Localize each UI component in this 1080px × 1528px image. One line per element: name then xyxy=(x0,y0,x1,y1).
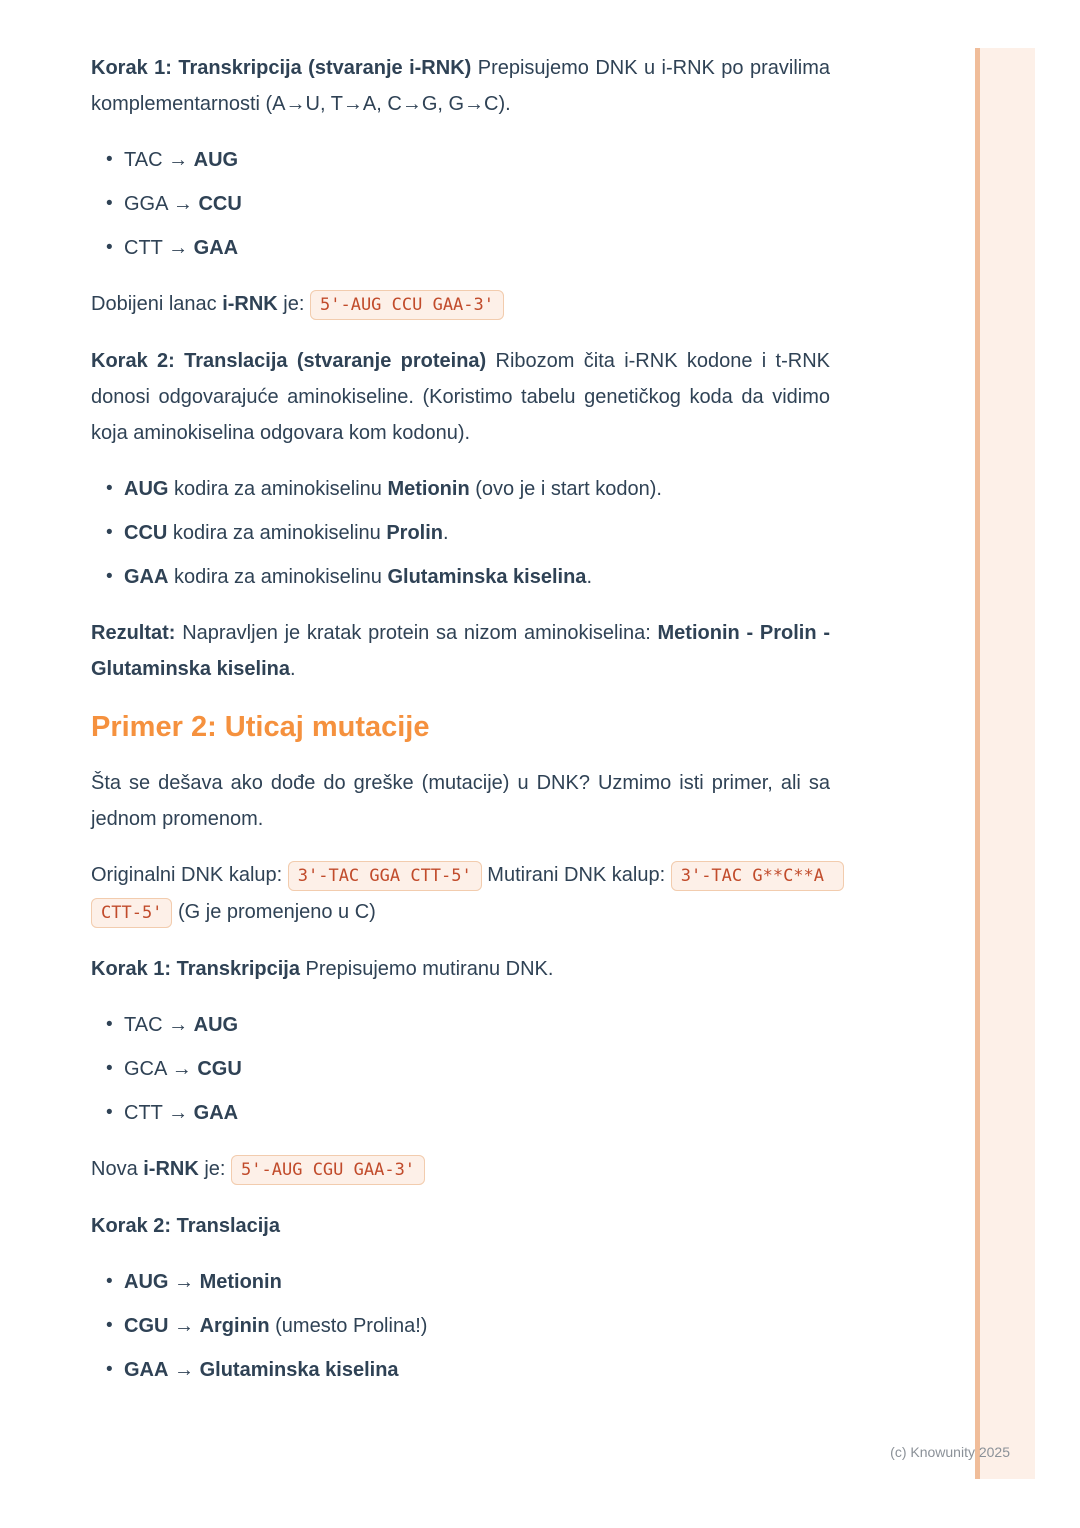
bullet-list xyxy=(91,1007,830,1131)
text-run: TAC → xyxy=(124,149,194,171)
bold-text: Glutaminska kiselina xyxy=(387,566,587,588)
text-run: TAC → xyxy=(124,1014,194,1036)
bold-text: Prolin xyxy=(386,522,444,544)
text-run: (G je promenjeno u C) xyxy=(172,901,376,923)
text-run: . xyxy=(586,566,592,588)
bold-text: AUG xyxy=(124,478,169,500)
text-run: (umesto Prolina!) xyxy=(269,1315,428,1337)
paragraph xyxy=(91,765,830,837)
text-run: Nova xyxy=(91,1158,144,1180)
bullet-list xyxy=(91,1264,830,1388)
text-run: CTT → xyxy=(124,1102,194,1124)
bold-text: AUG xyxy=(193,1014,239,1036)
text-run: Dobijeni lanac xyxy=(91,293,223,315)
bold-text: Arginin xyxy=(199,1315,270,1337)
page-edge-strip xyxy=(975,48,1035,1479)
list-item xyxy=(91,1095,830,1131)
paragraph xyxy=(91,1151,830,1188)
inline-code: 5'-AUG CGU GAA-3' xyxy=(231,1155,425,1185)
paragraph xyxy=(91,286,830,323)
text-run: je: xyxy=(198,1158,232,1180)
text-run: → xyxy=(168,1271,200,1293)
text-run: Ribozom čita i-RNK kodone i t-RNK donosi odgovarajuće aminokiseline. (Koristimo tabelu genetičkog koda da vidimo koja aminokiselina odgovara kom kodonu). xyxy=(91,350,830,444)
section-heading: Primer 2: Uticaj mutacije xyxy=(91,711,430,743)
list-item xyxy=(91,142,830,178)
bold-text: i-RNK xyxy=(143,1158,199,1180)
document-content xyxy=(91,50,835,1408)
text-run: Mutirani DNK kalup: xyxy=(481,864,671,886)
list-item xyxy=(91,515,830,551)
bold-text: GAA xyxy=(193,1102,239,1124)
bold-text: CCU xyxy=(198,193,242,215)
bold-text: GAA xyxy=(124,1359,169,1381)
bullet-list xyxy=(91,142,830,266)
text-run: Napravljen je kratak protein sa nizom aminokiselina: xyxy=(175,622,658,644)
text-run: Šta se dešava ako dođe do greške (mutacije) u DNK? Uzmimo isti primer, ali sa jednom promenom. xyxy=(91,772,830,830)
paragraph xyxy=(91,50,830,122)
bold-text: Metionin xyxy=(387,478,470,500)
list-item xyxy=(91,1007,830,1043)
list-item xyxy=(91,1308,830,1344)
text-run: → xyxy=(168,1359,200,1381)
bold-text: CGU xyxy=(197,1058,242,1080)
inline-code: 5'-AUG CCU GAA-3' xyxy=(310,290,504,320)
bold-text: Rezultat: xyxy=(91,622,176,644)
list-item xyxy=(91,186,830,222)
text-run: Originalni DNK kalup: xyxy=(91,864,288,886)
bold-text: Korak 1: Transkripcija xyxy=(91,958,300,980)
text-run: → xyxy=(168,1315,200,1337)
bold-text: AUG xyxy=(124,1271,169,1293)
bold-text: GAA xyxy=(124,566,169,588)
text-run: . xyxy=(443,522,449,544)
paragraph xyxy=(91,1208,830,1244)
paragraph xyxy=(91,343,830,451)
bold-text: i-RNK xyxy=(222,293,278,315)
text-run: GGA → xyxy=(124,193,199,215)
text-run: kodira za aminokiselinu xyxy=(168,478,388,500)
text-run: . xyxy=(289,658,296,680)
bold-text: Metionin - Prolin - Glutaminska kiselina xyxy=(91,622,830,680)
text-run: GCA → xyxy=(124,1058,198,1080)
list-item xyxy=(91,1264,830,1300)
bold-text: AUG xyxy=(193,149,239,171)
bold-text: Korak 2: Translacija xyxy=(91,1215,280,1237)
text-run: kodira za aminokiselinu xyxy=(168,566,388,588)
paragraph xyxy=(91,951,830,987)
text-run: kodira za aminokiselinu xyxy=(167,522,387,544)
paragraph xyxy=(91,615,830,687)
bullet-list xyxy=(91,471,830,595)
bold-text: CGU xyxy=(124,1315,169,1337)
bold-text: CCU xyxy=(124,522,168,544)
bold-text: Metionin xyxy=(199,1271,282,1293)
list-item xyxy=(91,1051,830,1087)
text-run: CTT → xyxy=(124,237,194,259)
list-item xyxy=(91,559,830,595)
text-run: je: xyxy=(277,293,310,315)
bold-text: Korak 1: Transkripcija (stvaranje i-RNK) xyxy=(91,57,472,79)
list-item xyxy=(91,1352,830,1388)
inline-code: 3'-TAC G**C**A CTT-5' xyxy=(91,861,844,928)
bold-text: Korak 2: Translacija (stvaranje proteina) xyxy=(91,350,487,372)
copyright-notice: (c) Knowunity 2025 xyxy=(890,1444,1010,1460)
bold-text: Glutaminska kiselina xyxy=(199,1359,399,1381)
text-run: (ovo je i start kodon). xyxy=(469,478,662,500)
list-item xyxy=(91,230,830,266)
inline-code: 3'-TAC GGA CTT-5' xyxy=(288,861,482,891)
text-run: Prepisujemo mutiranu DNK. xyxy=(299,958,554,980)
text-run: Prepisujemo DNK u i-RNK po pravilima komplementarnosti (A→U, T→A, C→G, G→C). xyxy=(91,57,830,115)
bold-text: GAA xyxy=(193,237,239,259)
list-item xyxy=(91,471,830,507)
paragraph xyxy=(91,857,835,931)
